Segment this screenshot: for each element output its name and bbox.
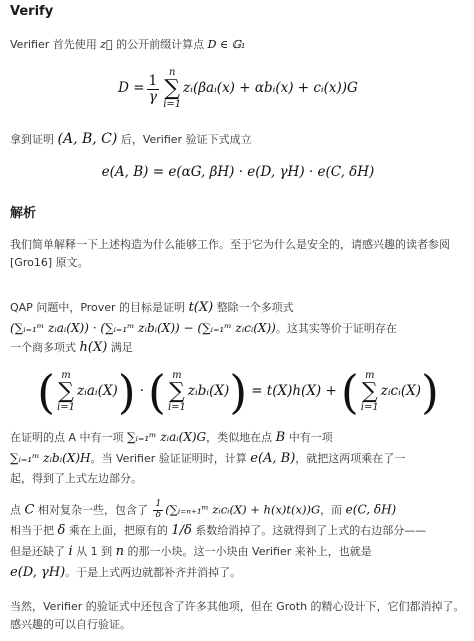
- section-heading-analysis: 解析: [10, 206, 37, 221]
- text: 从 1 到: [76, 544, 113, 558]
- text: 满足: [110, 340, 133, 354]
- term-a: zᵢaᵢ(X): [76, 383, 118, 400]
- paragraph-receive-proof: [10, 128, 466, 150]
- poly-t: t(X): [188, 300, 214, 315]
- text: ，就把这两项乘在了一: [295, 451, 406, 465]
- sum-bottom: i=1: [360, 402, 379, 413]
- sum-bottom: i=1: [167, 402, 186, 413]
- fraction-one-over-gamma: [147, 74, 160, 105]
- vector-z: z⃗: [100, 38, 113, 51]
- text: ，类似地在点: [206, 431, 273, 444]
- text: 相对复杂一些，包含了: [37, 503, 148, 517]
- paragraph-qap: [10, 298, 466, 359]
- c-term: (∑ᵢ₌ₙ₊₁ᵐ zᵢcᵢ(X) + h(x)t(x))G: [165, 502, 321, 517]
- frac-den: δ: [155, 509, 162, 520]
- term-th: = t(X)h(X) +: [251, 383, 337, 400]
- text: 相当于把: [10, 524, 54, 538]
- text: QAP 问题中，Prover 的目标是证明: [10, 301, 186, 314]
- paragraph-intro: 我们简单解释一下上述构造为什么能够工作。至于它为什么是安全的，请感兴趣的读者参阅 [Gro16] 原文。: [10, 238, 450, 269]
- text: 后，Verifier 验证下式成立: [120, 133, 252, 146]
- summation: n ∑ i=1: [163, 67, 182, 110]
- section-heading-verify: Verify: [10, 4, 54, 19]
- sum-bottom: i=1: [163, 99, 182, 110]
- text: ，而: [320, 503, 343, 517]
- text: 乘在上面，把原有的: [68, 524, 168, 538]
- text: 但是还缺了: [10, 544, 65, 558]
- text: 系数给消掉了。这就得到了上式的右边部分——: [195, 524, 427, 538]
- poly-h: h(X): [79, 339, 108, 355]
- equation-d-definition: [10, 68, 466, 110]
- delta: δ: [57, 523, 66, 539]
- paragraph-point-c: [10, 500, 466, 584]
- frac-num: 1: [148, 72, 158, 89]
- paragraph-conclusion: 当然，Verifier 的验证式中还包含了许多其他项，但在 Groth 的精心设计下，它们都消掉了。感兴趣的可以自行验证。: [10, 600, 465, 631]
- eq-lhs: D =: [118, 80, 145, 97]
- text: 中有一项: [288, 431, 333, 444]
- sum-top: m: [61, 370, 71, 381]
- text: 。当 Verifier 验证证明时，计算: [90, 451, 247, 465]
- pairing-ab: e(A, B): [250, 450, 296, 466]
- pairing-c-delta: e(C, δH): [345, 502, 397, 517]
- pairing-d-gamma: e(D, γH): [10, 564, 66, 580]
- paragraph-compute-d: [10, 36, 466, 54]
- sum-b-term: ∑ᵢ₌₁ᵐ zᵢbᵢ(X)H: [10, 450, 91, 465]
- summation: m ∑ i=1: [360, 370, 379, 413]
- eq-body: zᵢ(βaᵢ(x) + αbᵢ(x) + cᵢ(x))G: [183, 80, 358, 97]
- text: 的公开前缀计算点: [116, 38, 205, 51]
- frac-num: 1: [155, 499, 162, 509]
- term-c: zᵢcᵢ(X): [380, 383, 421, 400]
- sum-top: m: [172, 370, 182, 381]
- frac-den: γ: [148, 88, 157, 105]
- point-c: C: [24, 502, 35, 518]
- proof-tuple: (A, B, C): [57, 131, 118, 147]
- text: 。于是上式两边就都补齐并消掉了。: [65, 565, 242, 579]
- paragraph-points-a-b: [10, 428, 466, 487]
- text: 点: [10, 503, 21, 517]
- text: 拿到证明: [10, 133, 54, 146]
- inverse-delta: 1/δ: [171, 523, 192, 539]
- text: Verifier 首先使用: [10, 38, 97, 51]
- sum-top: n: [168, 67, 176, 78]
- point-b: B: [275, 430, 286, 445]
- index-n: n: [115, 543, 125, 559]
- sum-a-term: ∑ᵢ₌₁ᵐ zᵢaᵢ(X)G: [127, 430, 207, 444]
- summation: m ∑ i=1: [57, 370, 75, 413]
- text: 整除一个多项式: [216, 301, 294, 314]
- text: 在证明的点 A 中有一项: [10, 431, 124, 444]
- sum-top: m: [365, 370, 375, 381]
- point-d: D ∈ 𝔾₁: [207, 38, 246, 51]
- fraction-one-over-delta: [153, 500, 163, 521]
- equation-pairing-check: e(A, B) = e(αG, βH) · e(D, γH) · e(C, δH): [101, 164, 375, 180]
- index-i: i: [68, 543, 73, 559]
- text: 起，得到了上式左边部分。: [10, 471, 142, 485]
- equation-qap-divisibility: ( m ∑ i=1 zᵢaᵢ(X) ) · ( m ∑ i=1 zᵢbᵢ(X) ) = t(X)h(X) + ( m ∑ i=1 zᵢcᵢ(X) ): [37, 365, 439, 419]
- text: 一个商多项式: [10, 340, 76, 354]
- text: 的那一小块。这一小块由 Verifier 来补上，也就是: [127, 544, 372, 558]
- sum-bottom: i=1: [57, 402, 75, 413]
- qap-polynomial: (∑ᵢ₌₁ᵐ zᵢaᵢ(X)) · (∑ᵢ₌₁ᵐ zᵢbᵢ(X)) − (∑ᵢ₌₁ᵐ zᵢcᵢ(X)): [10, 320, 276, 335]
- summation: m ∑ i=1: [167, 370, 186, 413]
- text: 。这其实等价于证明存在: [275, 321, 397, 335]
- term-b: zᵢbᵢ(X): [187, 383, 230, 400]
